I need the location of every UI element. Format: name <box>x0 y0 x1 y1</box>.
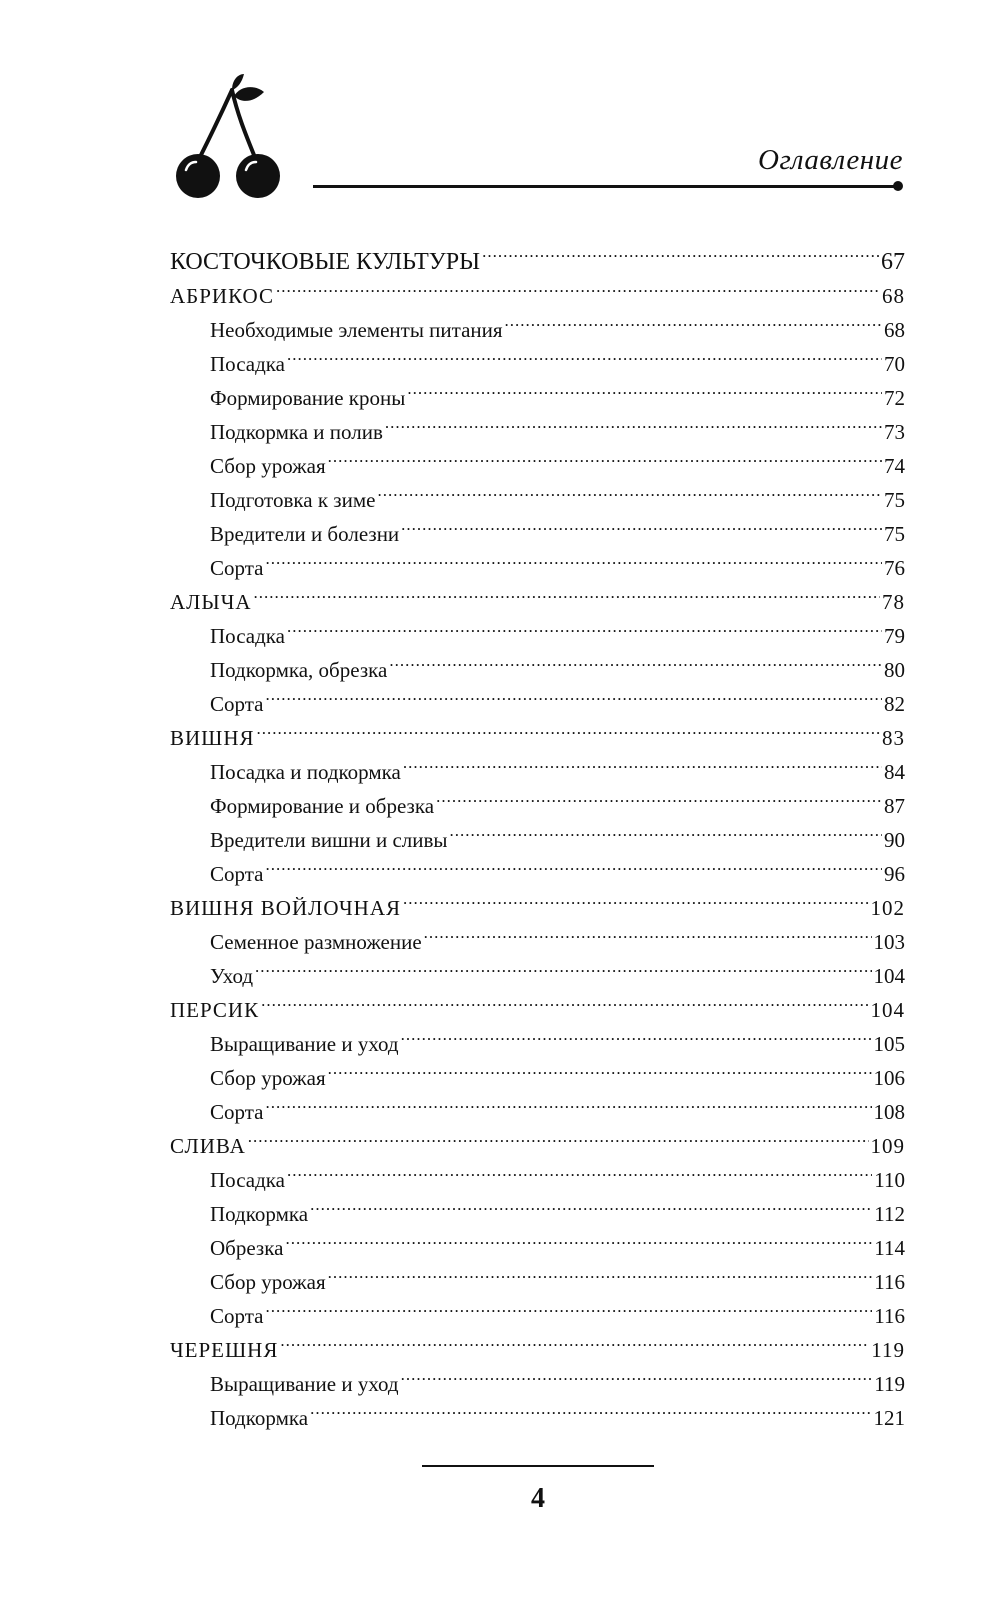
toc-entry-page: 110 <box>874 1168 905 1192</box>
toc-entry-page: 114 <box>874 1236 905 1260</box>
toc-subsection-entry[interactable] <box>170 303 905 342</box>
dot-leader <box>287 609 882 643</box>
toc-subsection-entry[interactable] <box>170 541 905 580</box>
toc-entry-label: СЛИВА <box>170 1134 246 1158</box>
dot-leader <box>254 575 880 609</box>
toc-subsection-entry[interactable] <box>170 1289 905 1328</box>
dot-leader <box>377 473 882 507</box>
toc-entry-label: Сбор урожая <box>210 1066 326 1090</box>
footer-rule <box>422 1465 654 1467</box>
toc-entry-label: Формирование кроны <box>210 386 406 410</box>
dot-leader <box>265 847 882 881</box>
toc-section-entry[interactable] <box>170 711 905 750</box>
toc-entry-label: Сорта <box>210 1100 264 1124</box>
toc-entry-page: 112 <box>874 1202 905 1226</box>
dot-leader <box>505 303 882 337</box>
toc-entry-label: Посадка <box>210 1168 285 1192</box>
toc-section-entry[interactable] <box>170 983 905 1022</box>
dot-leader <box>385 405 882 439</box>
toc-entry-label: Подкормка, обрезка <box>210 658 388 682</box>
toc-entry-label: Сорта <box>210 556 264 580</box>
toc-entry-page: 104 <box>873 964 905 988</box>
dot-leader <box>265 1085 871 1119</box>
toc-entry-label: Сорта <box>210 862 264 886</box>
toc-entry-page: 78 <box>882 590 905 614</box>
toc-entry-label: Необходимые элементы питания <box>210 318 503 342</box>
toc-entry-label: АБРИКОС <box>170 284 274 308</box>
toc-entry-page: 80 <box>884 658 905 682</box>
toc-entry-page: 75 <box>884 488 905 512</box>
toc-entry-page: 96 <box>884 862 905 886</box>
dot-leader <box>310 1187 872 1221</box>
toc-entry-label: Сорта <box>210 692 264 716</box>
toc-entry-page: 108 <box>873 1100 905 1124</box>
toc-entry-label: Вредители вишни и сливы <box>210 828 448 852</box>
dot-leader <box>276 269 880 303</box>
toc-entry-label: ВИШНЯ <box>170 726 255 750</box>
toc-entry-page: 70 <box>884 352 905 376</box>
dot-leader <box>401 507 882 541</box>
dot-leader <box>265 1289 872 1323</box>
table-of-contents <box>170 229 905 1430</box>
toc-subsection-entry[interactable] <box>170 1153 905 1192</box>
toc-entry-page: 121 <box>873 1406 905 1430</box>
dot-leader <box>401 1357 873 1391</box>
toc-part-entry[interactable] <box>170 229 905 275</box>
toc-entry-page: 84 <box>884 760 905 784</box>
dot-leader <box>265 541 882 575</box>
toc-subsection-entry[interactable] <box>170 1017 905 1056</box>
header-rule <box>313 185 899 188</box>
toc-entry-page: 119 <box>871 1338 905 1362</box>
dot-leader <box>287 1153 872 1187</box>
toc-section-entry[interactable] <box>170 1323 905 1362</box>
toc-entry-page: 68 <box>884 318 905 342</box>
dot-leader <box>285 1221 872 1255</box>
toc-entry-label: ВИШНЯ ВОЙЛОЧНАЯ <box>170 896 401 920</box>
toc-entry-page: 102 <box>870 896 905 920</box>
toc-section-entry[interactable] <box>170 1119 905 1158</box>
dot-leader <box>401 1017 872 1051</box>
toc-entry-page: 90 <box>884 828 905 852</box>
toc-entry-page: 106 <box>873 1066 905 1090</box>
header-rule-dot <box>893 181 903 191</box>
toc-entry-label: Сорта <box>210 1304 264 1328</box>
toc-entry-label: Выращивание и уход <box>210 1372 399 1396</box>
toc-entry-page: 104 <box>870 998 905 1022</box>
toc-entry-page: 116 <box>874 1304 905 1328</box>
toc-entry-page: 73 <box>884 420 905 444</box>
dot-leader <box>436 779 882 813</box>
toc-entry-page: 119 <box>874 1372 905 1396</box>
toc-entry-label: Формирование и обрезка <box>210 794 435 818</box>
toc-entry-label: Уход <box>210 964 254 988</box>
toc-subsection-entry[interactable] <box>170 847 905 886</box>
toc-entry-page: 75 <box>884 522 905 546</box>
toc-entry-label: Вредители и болезни <box>210 522 400 546</box>
toc-entry-page: 67 <box>881 249 905 275</box>
dot-leader <box>450 813 882 847</box>
toc-subsection-entry[interactable] <box>170 677 905 716</box>
dot-leader <box>424 915 872 949</box>
dot-leader <box>257 711 880 745</box>
page-number: 4 <box>531 1483 545 1514</box>
toc-entry-label: Обрезка <box>210 1236 284 1260</box>
dot-leader <box>403 881 869 915</box>
dot-leader <box>310 1391 871 1425</box>
toc-subsection-entry[interactable] <box>170 1085 905 1124</box>
toc-entry-label: Подкормка и полив <box>210 420 383 444</box>
toc-subsection-entry[interactable] <box>170 745 905 784</box>
toc-entry-label: Подготовка к зиме <box>210 488 376 512</box>
cherry-icon <box>172 72 290 202</box>
toc-entry-page: 79 <box>884 624 905 648</box>
toc-entry-page: 105 <box>873 1032 905 1056</box>
dot-leader <box>328 439 882 473</box>
toc-entry-page: 72 <box>884 386 905 410</box>
dot-leader <box>403 745 882 779</box>
toc-entry-page: 116 <box>874 1270 905 1294</box>
dot-leader <box>280 1323 869 1357</box>
toc-subsection-entry[interactable] <box>170 1357 905 1396</box>
toc-entry-label: КОСТОЧКОВЫЕ КУЛЬТУРЫ <box>170 249 481 275</box>
dot-leader <box>255 949 871 983</box>
toc-entry-label: Семенное размножение <box>210 930 422 954</box>
dot-leader <box>328 1051 872 1085</box>
toc-entry-label: Выращивание и уход <box>210 1032 399 1056</box>
dot-leader <box>482 229 879 269</box>
toc-entry-label: ЧЕРЕШНЯ <box>170 1338 279 1362</box>
toc-entry-label: Подкормка <box>210 1406 309 1430</box>
toc-entry-page: 68 <box>882 284 905 308</box>
toc-entry-label: Посадка и подкормка <box>210 760 401 784</box>
toc-entry-label: Подкормка <box>210 1202 309 1226</box>
running-header-title: Оглавление <box>758 144 903 176</box>
toc-entry-page: 83 <box>882 726 905 750</box>
toc-entry-page: 74 <box>884 454 905 478</box>
dot-leader <box>261 983 868 1017</box>
dot-leader <box>265 677 882 711</box>
toc-subsection-entry[interactable] <box>170 949 905 988</box>
toc-section-entry[interactable] <box>170 269 905 308</box>
toc-entry-page: 82 <box>884 692 905 716</box>
dot-leader <box>407 371 882 405</box>
toc-entry-label: Сбор урожая <box>210 454 326 478</box>
toc-entry-label: Посадка <box>210 352 285 376</box>
toc-entry-label: Посадка <box>210 624 285 648</box>
toc-entry-page: 109 <box>870 1134 905 1158</box>
toc-section-entry[interactable] <box>170 881 905 920</box>
toc-entry-label: АЛЫЧА <box>170 590 252 614</box>
toc-entry-page: 87 <box>884 794 905 818</box>
dot-leader <box>389 643 882 677</box>
dot-leader <box>287 337 882 371</box>
toc-entry-page: 76 <box>884 556 905 580</box>
dot-leader <box>248 1119 869 1153</box>
toc-subsection-entry[interactable] <box>170 609 905 648</box>
toc-entry-page: 103 <box>873 930 905 954</box>
toc-entry-label: ПЕРСИК <box>170 998 260 1022</box>
toc-entry-label: Сбор урожая <box>210 1270 326 1294</box>
toc-section-entry[interactable] <box>170 575 905 614</box>
dot-leader <box>328 1255 873 1289</box>
